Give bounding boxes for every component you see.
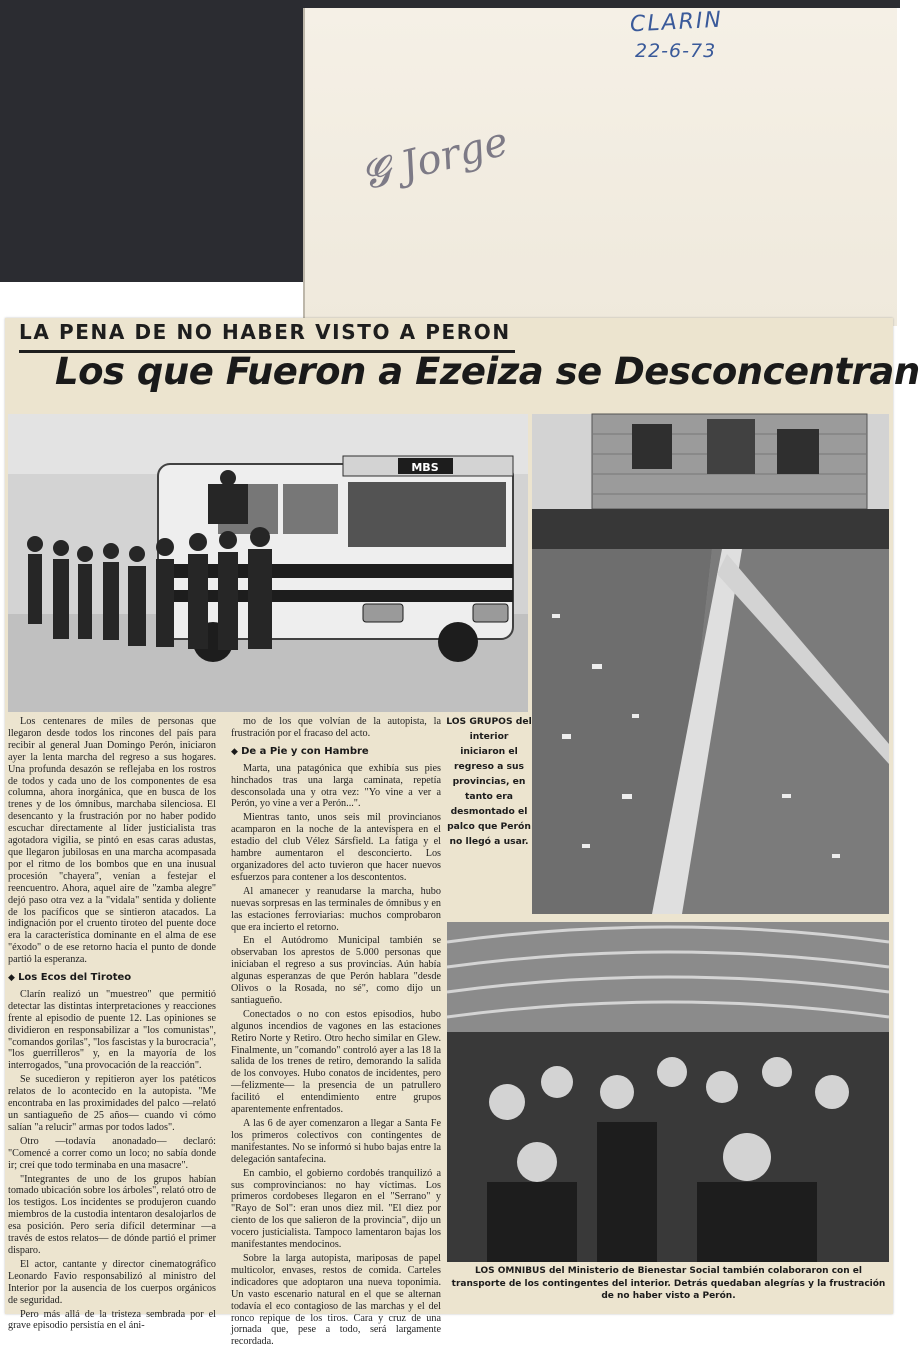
col2-paragraph: En el Autódromo Municipal también se observaban los aprestos de 5.000 personas que iniciaban el regreso a sus provincias. Aún había algunas esperanzas de que Perón hablara "desde Olivos o la Rosada, no sé", como dijo un santiagueño. — [231, 935, 441, 1006]
col2-paragraph: mo de los que volvían de la autopista, la frustración por el fracaso del acto. — [231, 716, 441, 739]
photo-highway-debris — [532, 414, 889, 914]
annotation-card — [303, 8, 897, 326]
col1-paragraph: Se sucedieron y repitieron ayer los patéticos relatos de lo acontecido en la autopista. "Me encontraba en las proximidades del palco —relató un santiagueño de 25 años— cuando vi cómo salían "a relucir" armas por todos lados". — [8, 1074, 216, 1133]
col2-paragraph: A las 6 de ayer comenzaron a llegar a Santa Fe los primeros colectivos con contingentes de manifestantes. No se informó si hubo bajas entre la delegación santafecina. — [231, 1118, 441, 1165]
col1-paragraph: "Integrantes de uno de los grupos habían tomado ubicación sobre los árboles", relató otro de los testigos. Los incidentes se produjeron cuando miembros de la custodia intentaron desalojarlos de esa posición. Pero sería difícil determinar —a través de estos relatos— de dónde partió el primer disparo. — [8, 1173, 216, 1256]
article-column-2 — [231, 716, 441, 1348]
col2-paragraph: Al amanecer y reanudarse la marcha, hubo nuevas sorpresas en las terminales de ómnibus y en las estaciones ferroviarias: muchos comprobaron que era incierto el retorno. — [231, 885, 441, 933]
newspaper-clipping — [5, 318, 920, 1348]
article-column-1 — [8, 716, 216, 1332]
col1-paragraph: El actor, cantante y director cinematográfico Leonardo Favio responsabilizó al ministro del Interior por la ausencia de los cuerpos orgánicos de seguridad. — [8, 1258, 216, 1306]
col1-paragraph: Los centenares de miles de personas que llegaron desde todos los rincones del país para recibir al general Juan Domingo Perón, iniciaron ayer la lenta marcha del regreso a sus hogares. Una profunda desazón se reflejaba en los rostros de todos y cada uno de los componentes de esa columna, ahora inorgánica, que en busca de los trenes y de los ómnibus, marchaba silenciosa. El desencanto y la frustración por no haber podido escuchar directamente al líder justicialista tras agotadora vigilia, se pintó en esas caras adustas, que llegaron jubilosas en una marcha acompasada por el ritmo de los bombos que en una inusual procesión "chayera", venían a festejar el reencuentro. Ahora, aquel aire de "zamba alegre" dejó paso otra vez a la "vidala" sentida y doliente de los pacíficos que se sintieron atacados. La indignación por el cruento tiroteo del puente doce era la característica dominante en el alma de ese "éxodo" o de ese retorno hacia el punto de donde partió la esperanza. — [8, 716, 216, 966]
handwritten-signature: 𝓖 Jorge — [356, 118, 513, 200]
article-kicker: LA PENA DE NO HABER VISTO A PERON — [19, 320, 515, 353]
col2-paragraph: Marta, una patagónica que exhibía sus pies hinchados tras una larga caminata, repetía desconsolada una y otra vez: "Yo vine a ver a Perón, yo vine a ver a Perón...". — [231, 762, 441, 810]
photo-caption-omnibus: LOS OMNIBUS del Ministerio de Bienestar Social también colaboraron con el transporte de los contingentes del interior. Detrás quedaban alegrías y la frustración de no haber visto a Perón. — [451, 1266, 886, 1301]
col1-subheading: ◆ Los Ecos del Tiroteo — [8, 972, 216, 985]
col1-paragraph: Clarín realizó un "muestreo" que permitió detectar las distintas interpretaciones y reacciones frente al episodio de puente 12. Las opiniones se dividieron en responsabilizar a "los comunistas", "comandos gorilas", "los fascistas y la burocracia", "los guerrilleros" y, en la mayoría de los interrogados, "una provocación de la reacción". — [8, 988, 216, 1072]
col2-subheading: ◆ De a Pie y con Hambre — [231, 746, 441, 759]
col1-paragraph: Pero más allá de la tristeza sembrada por el grave episodio persistía en el áni- — [8, 1308, 216, 1332]
dark-backing-board — [0, 0, 306, 282]
col2-paragraph: Mientras tanto, unos seis mil provincianos acamparon en la noche de la antevíspera en el estadio del club Vélez Sársfield. La fatiga y el hambre aumentaron el desconcierto. Los organizadores del acto tuvieron que hacer nuevos esfuerzos para contener a los descontentos. — [231, 812, 441, 883]
handwritten-source: CLARIN — [629, 7, 724, 38]
col2-paragraph: Conectados o no con estos episodios, hubo algunos incendios de vagones en las estaciones Retiro Norte y Retiro. Otro hecho similar en Glew. Finalmente, un "comando" controló ayer a las 18 la salida de los trenes de retiro, demorando la salida de los convoyes. Hubo conatos de incidentes, pero —felizmente— la presencia de un patrullero facilitó el entendimiento entre grupos aparentemente enfrentados. — [231, 1008, 441, 1116]
photo-bus-crowd — [8, 414, 528, 712]
col2-paragraph: En cambio, el gobierno cordobés tranquilizó a sus comprovincianos: no hay víctimas. Los primeros cordobeses llegaron en el "Serrano" y "Rayo de Sol": eran unos diez mil. "El diez por ciento de los que salieron de la provincia", dijo un vocero justicialista. Tampoco lamentaron bajas los manifestantes mendocinos. — [231, 1167, 441, 1251]
article-headline: Los que Fueron a Ezeiza se Desconcentran — [55, 350, 920, 393]
col2-paragraph: Sobre la larga autopista, mariposas de papel multicolor, envases, restos de comida. Carteles indicadores que adoptaron una nueva toponimia. Un vasto escenario natural en el que se alternan todavía el eco contagioso de las marchas y el del ronco repique de los tiros. Cara y cruz de una jornada que, pese a todo, será largamente recordada. — [231, 1252, 441, 1348]
photo-caption-groups: LOS GRUPOS del interior iniciaron el regreso a sus provincias, en tanto era desmontado el palco que Perón no llegó a usar. — [446, 716, 532, 847]
col1-paragraph: Otro —todavía anonadado— declaró: "Comencé a correr como un loco; no sabía donde ir; creí que todo terminaba en una masacre". — [8, 1135, 216, 1171]
photo-bus-interior — [447, 922, 889, 1262]
dark-backing-strip — [306, 0, 900, 8]
handwritten-date: 22-6-73 — [635, 40, 717, 62]
bus-destination-sign: MBS — [411, 461, 439, 474]
